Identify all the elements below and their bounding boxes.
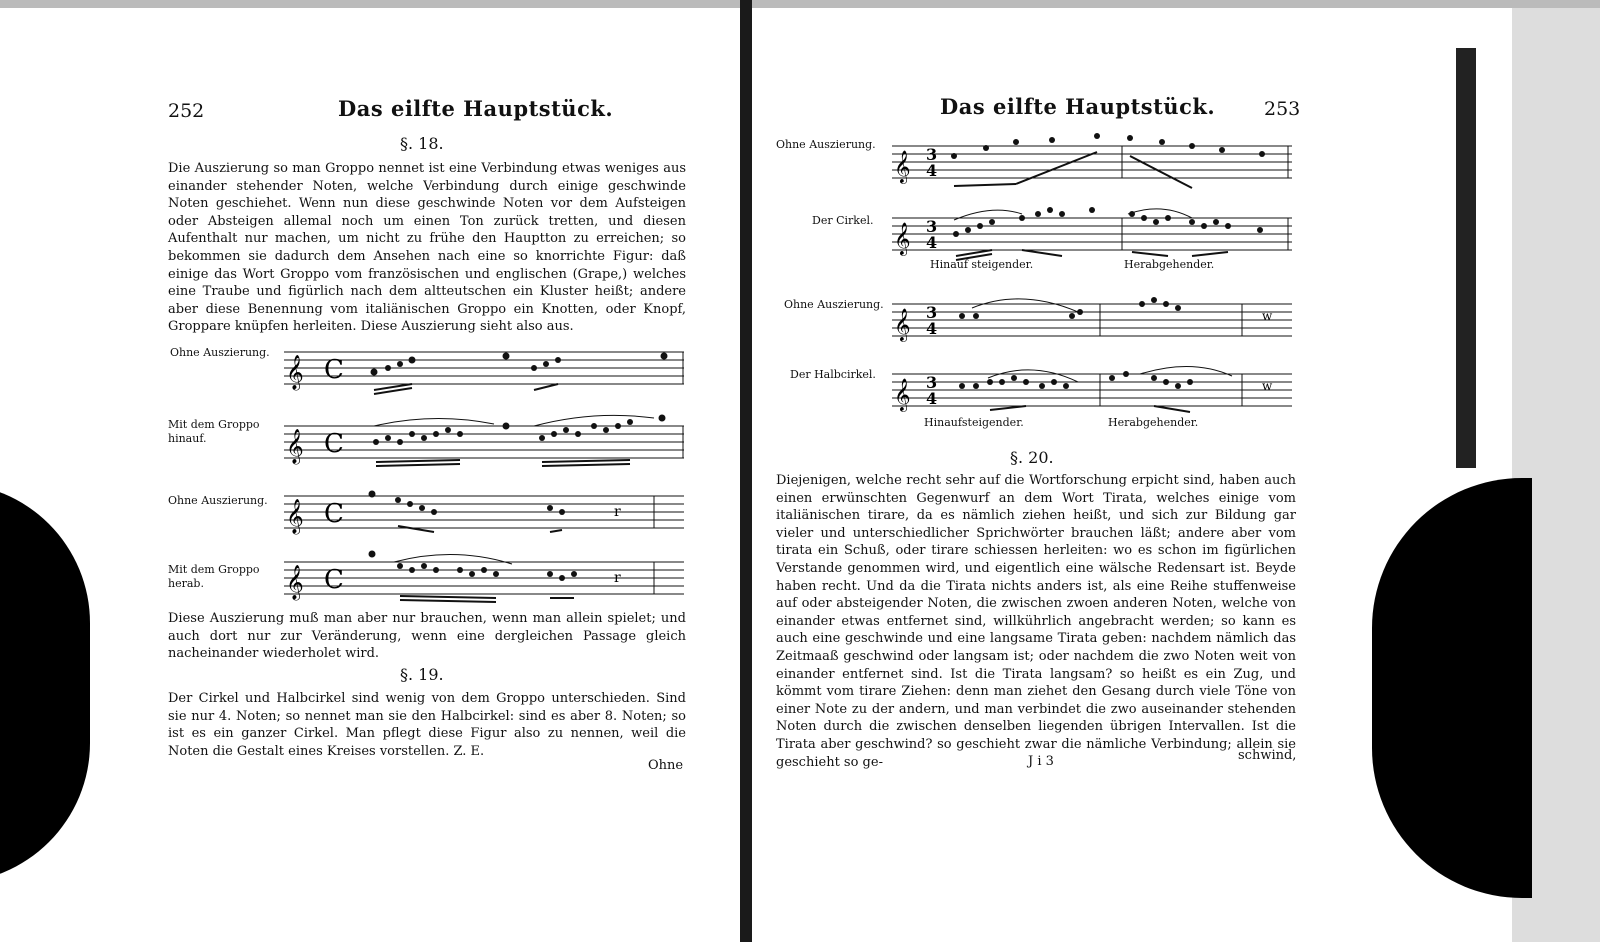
scan-edge-top <box>0 0 1600 8</box>
example-label-r4: Der Halbcirkel. <box>790 368 876 381</box>
svg-text:3: 3 <box>926 217 938 236</box>
svg-text:C: C <box>324 355 344 385</box>
svg-text:r: r <box>614 570 621 586</box>
caption-descending-2: Herabgehender. <box>1108 416 1199 429</box>
running-head-left: Das eilfte Hauptstück. <box>338 96 614 121</box>
page-signature: J i 3 <box>1028 754 1054 769</box>
svg-text:w: w <box>1262 309 1273 323</box>
svg-text:𝄞: 𝄞 <box>286 565 304 600</box>
music-staff-groppo-1 <box>284 342 684 402</box>
music-staff-halbcirkel-2 <box>892 360 1292 420</box>
paragraph-19: Der Cirkel und Halbcirkel sind wenig von dem Groppo unterschieden. Sind sie nur 4. Noten; so nennet man sie den Halbcirkel: sind es aber 8. Noten; so ist es ein ganzer Cirkel. Man pflegt diese Figur also zu nennen, weil die Noten die Gestalt eines Kreises vorstellen. Z. E. <box>168 691 686 759</box>
svg-text:𝄞: 𝄞 <box>286 429 304 464</box>
music-staff-groppo-3 <box>284 486 684 546</box>
thumb-shadow-right <box>1372 478 1532 898</box>
caption-ascending-2: Hinaufsteigender. <box>924 416 1024 429</box>
page-number-left: 252 <box>168 100 205 122</box>
music-staff-halbcirkel-1 <box>892 290 1292 350</box>
page-edge-right <box>1456 48 1476 468</box>
caption-ascending-1: Hinauf steigender. <box>930 258 1034 271</box>
example-label-r1: Ohne Auszierung. <box>776 138 876 151</box>
music-staff-groppo-4 <box>284 548 684 610</box>
svg-text:𝄞: 𝄞 <box>286 355 304 390</box>
svg-text:3: 3 <box>926 145 938 164</box>
svg-text:𝄞: 𝄞 <box>286 499 304 534</box>
svg-text:4: 4 <box>926 161 938 180</box>
svg-text:4: 4 <box>926 233 938 252</box>
example-label-4: Mit dem Groppo herab. <box>168 563 260 590</box>
music-staff-cirkel-1 <box>892 132 1292 192</box>
catchword-right: schwind, <box>1238 748 1297 763</box>
svg-text:𝄞: 𝄞 <box>894 378 911 411</box>
paragraph-18: Die Auszierung so man Groppo nennet ist eine Verbindung etwas weniges aus einander stehender Noten, welche Verbindung durch einige geschwinde Noten geschiehet. Wenn nun diese geschwinde Noten vor dem Aufsteigen oder Absteigen allemal noch um einen Ton zurück tretten, und diesen Aufenthalt nur machen, um nicht zu frühe den Hauptton zu erreichen; so bekommen sie dadurch dem Ansehen nach eine so knorrichte Figur: daß einige das Wort Groppo vom französischen und englischen (Grape,) welches eine Traube und figürlich nach dem altteutschen ein Kluster heißt; andere aber diese Benennung vom italiänischen Groppo ein Knotten, oder Knopf, Groppare knüpfen herleiten. Diese Auszierung sieht also aus. <box>168 161 686 335</box>
caption-descending-1: Herabgehender. <box>1124 258 1215 271</box>
music-staff-cirkel-2 <box>892 204 1292 264</box>
example-label-1: Ohne Auszierung. <box>170 346 270 359</box>
right-page <box>752 8 1512 942</box>
svg-text:C: C <box>324 565 344 595</box>
section-20-heading: §. 20. <box>1010 448 1054 467</box>
thumb-shadow-left <box>0 483 90 883</box>
svg-text:3: 3 <box>926 303 938 322</box>
svg-text:4: 4 <box>926 389 938 408</box>
section-18-heading: §. 18. <box>400 134 444 153</box>
svg-text:𝄞: 𝄞 <box>894 222 911 255</box>
left-page <box>0 8 740 942</box>
music-staff-groppo-2 <box>284 412 684 472</box>
catchword-left: Ohne <box>648 758 684 773</box>
svg-text:𝄞: 𝄞 <box>894 308 911 341</box>
running-head-right: Das eilfte Hauptstück. <box>940 94 1216 119</box>
example-label-2: Mit dem Groppo hinauf. <box>168 418 260 445</box>
svg-text:4: 4 <box>926 319 938 338</box>
book-gutter <box>740 0 752 942</box>
svg-text:w: w <box>1262 379 1273 393</box>
svg-text:𝄞: 𝄞 <box>894 150 911 183</box>
example-label-r3: Ohne Auszierung. <box>784 298 884 311</box>
example-label-r2: Der Cirkel. <box>812 214 874 227</box>
example-label-3: Ohne Auszierung. <box>168 494 268 507</box>
section-19-heading: §. 19. <box>400 665 444 684</box>
svg-text:r: r <box>614 504 621 520</box>
svg-text:C: C <box>324 429 344 459</box>
svg-text:C: C <box>324 499 344 529</box>
paragraph-after-examples: Diese Auszierung muß man aber nur brauchen, wenn man allein spielet; und auch dort nur zur Veränderung, wenn eine dergleichen Passage gleich nacheinander wiederholet wird. <box>168 611 686 662</box>
svg-text:3: 3 <box>926 373 938 392</box>
paragraph-20: Diejenigen, welche recht sehr auf die Wortforschung erpicht sind, haben auch einen erwünschten Gegenwurf an dem Wort Tirata, welches einige vom italiänischen tirare, da es nämlich ziehen heißt, und sich zur Bildung gar vieler und unterschiedlicher Sprichwörter brauchen läßt; andere aber vom tirata ein Schuß, oder tirare schiessen herleiten: wo es schon im figürlichen Verstande genommen wird, und eigentlich eine wälsche Redensart ist. Beyde haben recht. Und da die Tirata nichts anders ist, als eine Reihe stuffenweise auf oder absteigender Noten, die zwischen zwoen anderen Noten, welche von einander etwas entfernet sind, willkührlich angebracht werden; so kann es auch eine geschwinde und eine langsame Tirata geben: nachdem nämlich das Zeitmaaß geschwind oder langsam ist; oder nachdem die zwo Noten weit von einander entfernet sind. Ist die Tirata langsam? so heißt es ein Zug, und kömmt vom tirare Ziehen: denn man ziehet den Gesang durch viele Töne von einer Note zu der andern, und man verbindet die zwo auseinander stehenden Noten durch die zwischen denselben liegenden übrigen Intervallen. Ist die Tirata aber geschwind? so geschieht zwar die nämliche Verbindung; allein sie geschieht so ge- <box>776 473 1296 770</box>
page-number-right: 253 <box>1264 98 1301 120</box>
